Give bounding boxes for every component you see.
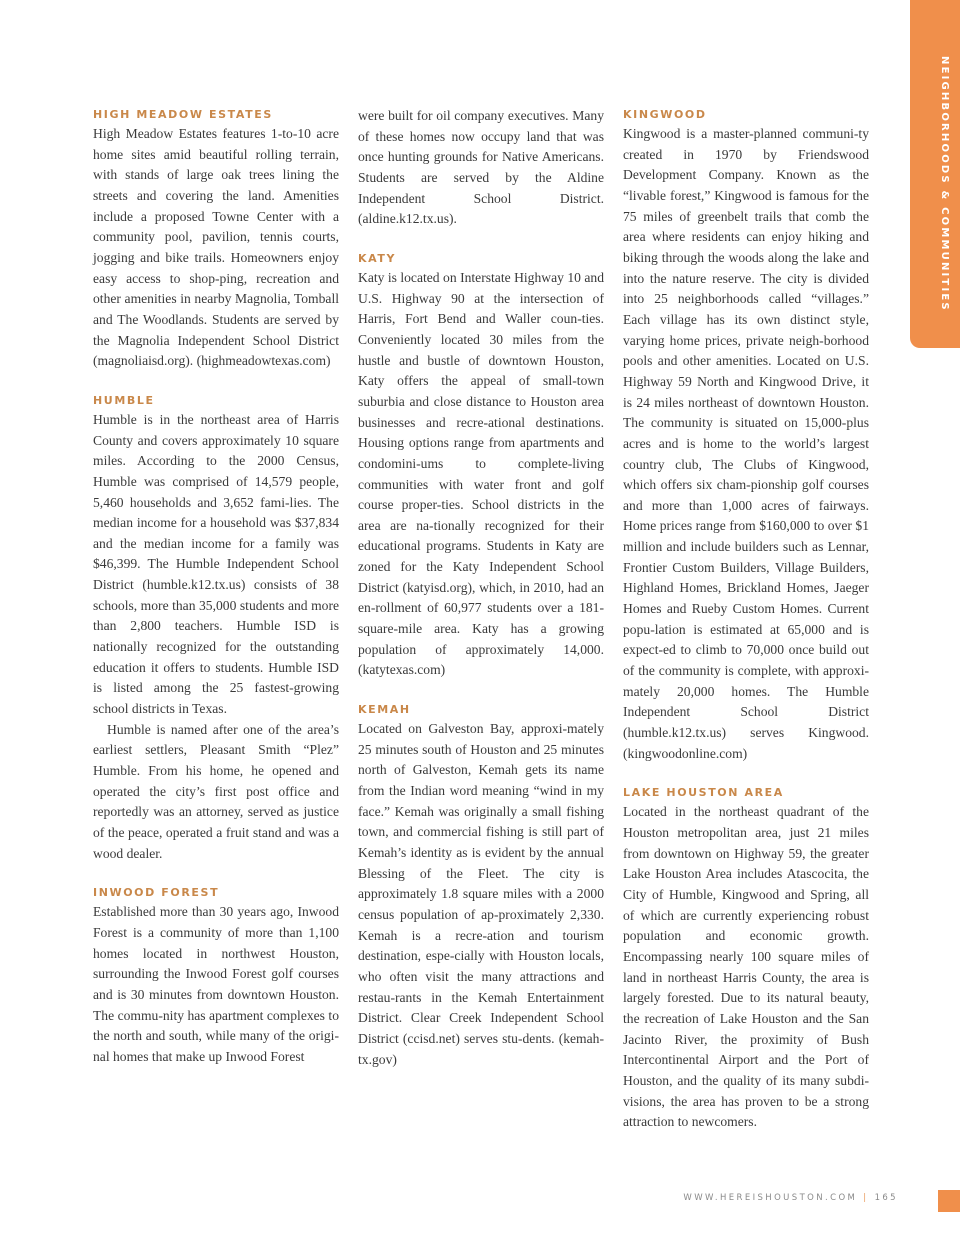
section-paragraph: High Meadow Estates features 1-to-10 acre home sites amid beautiful rolling terrain, with stands of large oak trees lining the streets and covering the land. Amenities include a proposed Towne Center with a community pool, pavilion, tennis courts, jogging and bike trails. Homeowners enjoy easy access to shop-ping, recreation and other amenities in nearby Magnolia, Tomball and The Woodlands. Students are served by the Magnolia Independent School District (magnoliaisd.org). (highmeadowtexas.com) (93, 126, 339, 369)
section-paragraph: Katy is located on Interstate Highway 10 and U.S. Highway 90 at the intersection of Harris, Fort Bend and Waller coun-ties. Conveniently located 30 miles from the hustle and bustle of downtown Houston, Katy offers the appeal of small-town suburbia and close distance to Houston area businesses and recre-ational destinations. Housing options range from apartments and condomini-ums to complete-living communities with water front and golf course proper-ties. School districts in the area are na-tionally recognized for their educational programs. Students in Katy are zoned for the Katy Independent School District (katyisd.org), which, in 2010, had an en-rollment of 60,977 students over a 181-square-mile area. Katy has a growing population of approximately 14,000. (katytexas.com) (358, 269, 604, 678)
section-paragraph: Established more than 30 years ago, Inwood Forest is a community of more than 1,100 homes located in northwest Houston, surrounding the Inwood Forest golf courses and is 30 minutes from downtown Houston. The commu-nity has apartment complexes to the north and south, while many of the origi-nal homes that make up Inwood Forest (93, 904, 339, 1064)
section-lake-houston-area (623, 784, 869, 1133)
section-tab (910, 0, 960, 348)
column-1 (93, 106, 339, 1068)
section-kingwood (623, 106, 869, 764)
section-paragraph: Kingwood is a master-planned communi-ty created in 1970 by Friendswood Development Company. Known as the “livable forest,” Kingwood is famous for the 75 miles of greenbelt trails that comb the area where residents can enjoy hiking and biking through the woods along the lake and into the nature reserve. The city is divided into 25 neighborhoods called “villages.” Each village has its own distinct style, varying home prices, private neigh-borhood pools and other amenities. Located on U.S. Highway 59 North and Kingwood Drive, it is 24 miles northeast of downtown Houston. The community is situated on 15,000-plus acres and is home to the world’s largest country club, The Clubs of Kingwood, which offers six cham-pionship golf courses and more than 1,000 acres of fairways. Home prices range from $160,000 to over $1 million and include builders such as Lennar, Frontier Custom Builders, Village Builders, Highland Homes, Brickland Homes, Jaeger Homes and Rueby Custom Homes. Current popu-lation is estimated at 65,000 and is expect-ed to climb to 70,000 once build out of the community is complete, with approxi-mately 20,000 homes. The Humble Independent School District (humble.k12.tx.us) serves Kingwood. (kingwoodonline.com) (623, 126, 869, 761)
footer-separator: | (863, 1193, 869, 1203)
section-heading: HIGH MEADOW ESTATES (93, 108, 273, 121)
page-footer (600, 1193, 898, 1203)
section-inwood-forest-continued (358, 106, 604, 230)
section-heading: INWOOD FOREST (93, 886, 220, 900)
section-paragraph: Located on Galveston Bay, approxi-mately 25 minutes south of Houston and 25 minutes north of Galveston, Kemah gets its name from the Indian word meaning “wind in my face.” Kemah was originally a small fishing town, and commercial fishing is still part of Kemah’s identity as is evident by the annual Blessing of the Fleet. The city is approximately 1.8 square miles with a 2000 census population of ap-proximately 2,330. Kemah is a recre-ation and tourism destination, espe-cially with Houston locals, who often visit the many attractions and restau-rants in the Kemah Entertainment District. Clear Creek Independent School District (ccisd.net) serves stu-dents. (kemah-tx.gov) (358, 721, 604, 1067)
section-heading: KINGWOOD (623, 108, 707, 121)
column-3 (623, 106, 869, 1133)
section-paragraph: Humble is named after one of the area’s earliest settlers, Pleasant Smith “Plez” Humble. From his home, he opened and operated the city’s first post office and reportedly was an attorney, served as justice of the peace, operated a fruit stand and was a wood dealer. (93, 721, 339, 861)
section-tab-label: NEIGHBORHOODS & COMMUNITIES (939, 56, 950, 312)
column-2 (358, 106, 604, 1070)
section-humble (93, 392, 339, 864)
section-heading: LAKE HOUSTON AREA (623, 786, 784, 800)
section-katy (358, 250, 604, 681)
section-paragraph: Located in the northeast quadrant of the Houston metropolitan area, just 21 miles from downtown on Highway 59, the greater Lake Houston Area includes Atascocita, the City of Humble, Kingwood and Spring, all of which are currently experiencing robust population and economic growth. Encompassing nearly 100 square miles of land in northeast Harris County, the area is largely forested. Due to its natural beauty, the recreation of Lake Houston and the San Jacinto River, the proximity of Bush Intercontinental Airport and the Port of Houston, and the quality of its many subdi-visions, the area has proven to be a strong attraction to newcomers. (623, 804, 869, 1130)
section-heading: KATY (358, 251, 397, 265)
page-number: 165 (874, 1193, 898, 1203)
section-paragraph: Humble is in the northeast area of Harris County and covers approximately 10 square miles. According to the 2000 Census, Humble was comprised of 14,579 people, 5,460 households and 3,652 fami-lies. The median income for a household was $37,834 and the median income for a family was $46,399. The Humble Independent School District (humble.k12.tx.us) consists of 38 schools, more than 35,000 students and more than 2,800 teachers. Humble ISD is nationally recognized for the outstanding education it offers to students. Humble ISD is listed among the 25 fastest-growing school districts in Texas. (93, 411, 339, 717)
section-paragraph: were built for oil company executives. Many of these homes now occupy land that was once hunting grounds for Native Americans. Students are served by the Aldine Independent School District. (aldine.k12.tx.us). (358, 108, 604, 227)
section-inwood-forest (93, 884, 339, 1067)
section-heading: KEMAH (358, 703, 411, 717)
section-high-meadow-estates (93, 106, 339, 372)
section-heading: HUMBLE (93, 393, 155, 407)
page-corner-block (938, 1190, 960, 1212)
footer-url[interactable]: WWW.HEREISHOUSTON.COM (683, 1193, 858, 1203)
section-kemah (358, 701, 604, 1070)
